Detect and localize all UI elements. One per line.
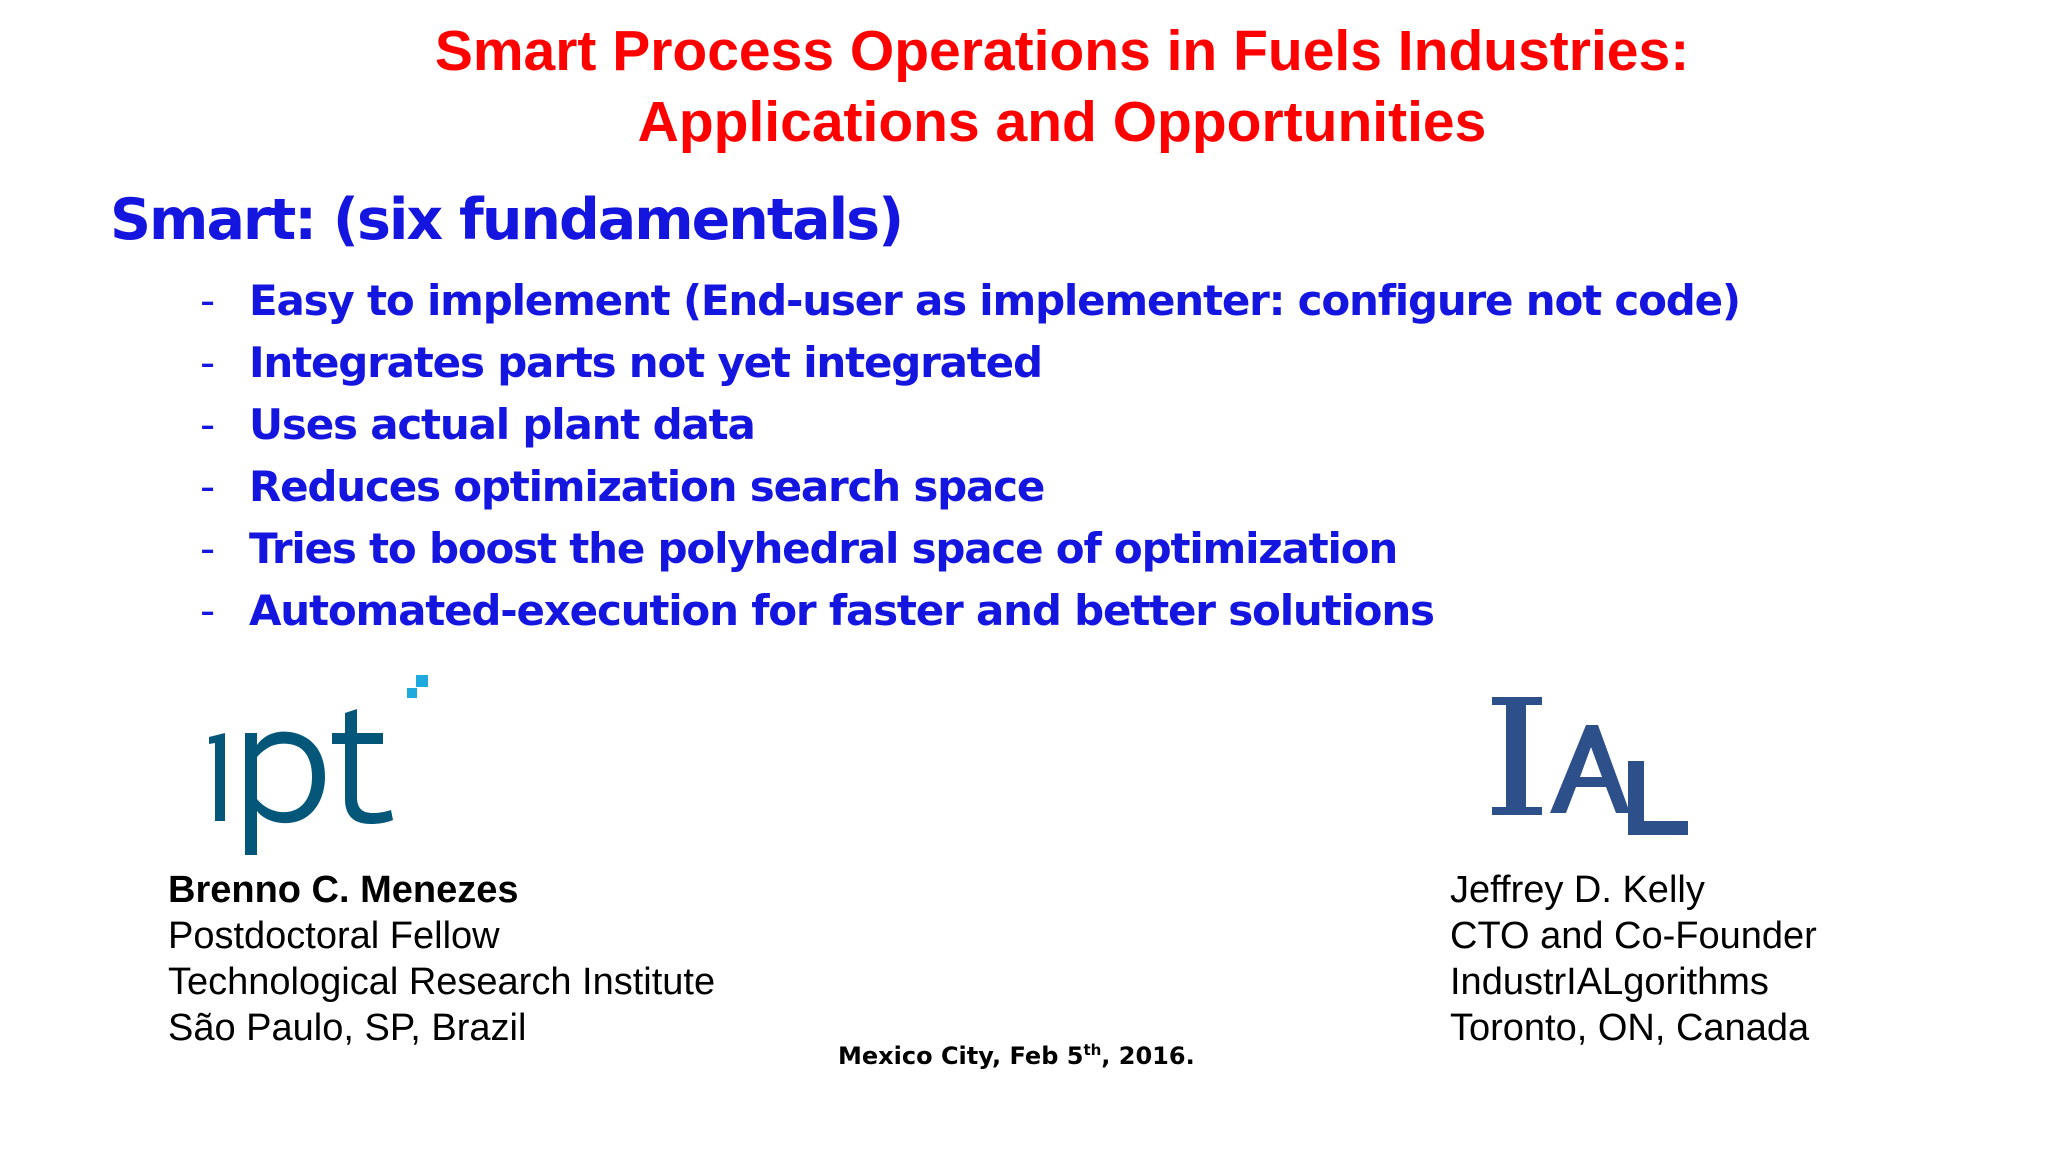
list-item-text: Easy to implement (End-user as implementer: configure not code): [249, 276, 1740, 325]
presenter-role: CTO and Co-Founder: [1450, 915, 1817, 957]
list-item: [200, 518, 1740, 580]
bullet-dash: -: [200, 524, 214, 573]
bullet-dash: -: [200, 276, 214, 325]
list-item-text: Automated-execution for faster and better solutions: [249, 586, 1434, 635]
ipt-letter-t: [332, 709, 393, 824]
footer-date: [838, 1041, 1195, 1070]
section-heading: Smart: (six fundamentals): [110, 187, 903, 253]
footer-date-text: Mexico City, Feb 5: [838, 1042, 1084, 1070]
ial-logo: [1490, 695, 1690, 845]
ial-letter-l: [1628, 761, 1688, 835]
ial-letter-a: [1550, 725, 1630, 813]
ial-letter-i-base: [1492, 807, 1542, 815]
presenter-location: São Paulo, SP, Brazil: [168, 1007, 527, 1049]
ipt-letter-p-bowl: [257, 732, 325, 824]
ial-letter-i-stem: [1506, 697, 1526, 815]
bullet-dash: -: [200, 338, 214, 387]
bullet-dash: -: [200, 586, 214, 635]
list-item-text: Uses actual plant data: [249, 400, 755, 449]
presenter-right: [1450, 867, 1817, 1051]
bullet-dash: -: [200, 462, 214, 511]
fundamentals-list: [200, 270, 1740, 642]
ipt-letter-p: [245, 733, 257, 855]
bullet-dash: -: [200, 400, 214, 449]
presenter-left: [168, 867, 715, 1051]
list-item: [200, 332, 1740, 394]
presenter-org: IndustrIALgorithms: [1450, 961, 1769, 1003]
list-item-text: Tries to boost the polyhedral space of optimization: [249, 524, 1398, 573]
presenter-org: Technological Research Institute: [168, 961, 716, 1003]
presenter-name: Jeffrey D. Kelly: [1450, 869, 1705, 911]
ipt-letter-i: [209, 733, 225, 821]
list-item: [200, 580, 1740, 642]
presenter-role: Postdoctoral Fellow: [168, 915, 500, 957]
ipt-pixel-square: [416, 675, 428, 687]
list-item: [200, 270, 1740, 332]
list-item: [200, 456, 1740, 518]
ipt-pixel-square: [407, 688, 417, 698]
list-item-text: Reduces optimization search space: [249, 462, 1045, 511]
list-item-text: Integrates parts not yet integrated: [249, 338, 1042, 387]
presenter-location: Toronto, ON, Canada: [1450, 1007, 1810, 1049]
footer-date-suffix: th: [1083, 1041, 1102, 1059]
list-item: [200, 394, 1740, 456]
title-line-2: Applications and Opportunities: [637, 90, 1487, 154]
ipt-logo: [205, 675, 445, 860]
presenter-name: Brenno C. Menezes: [168, 869, 519, 911]
footer-date-year: , 2016.: [1101, 1042, 1195, 1070]
title-line-1: Smart Process Operations in Fuels Industries:: [434, 19, 1690, 83]
slide-title: [0, 16, 2048, 158]
